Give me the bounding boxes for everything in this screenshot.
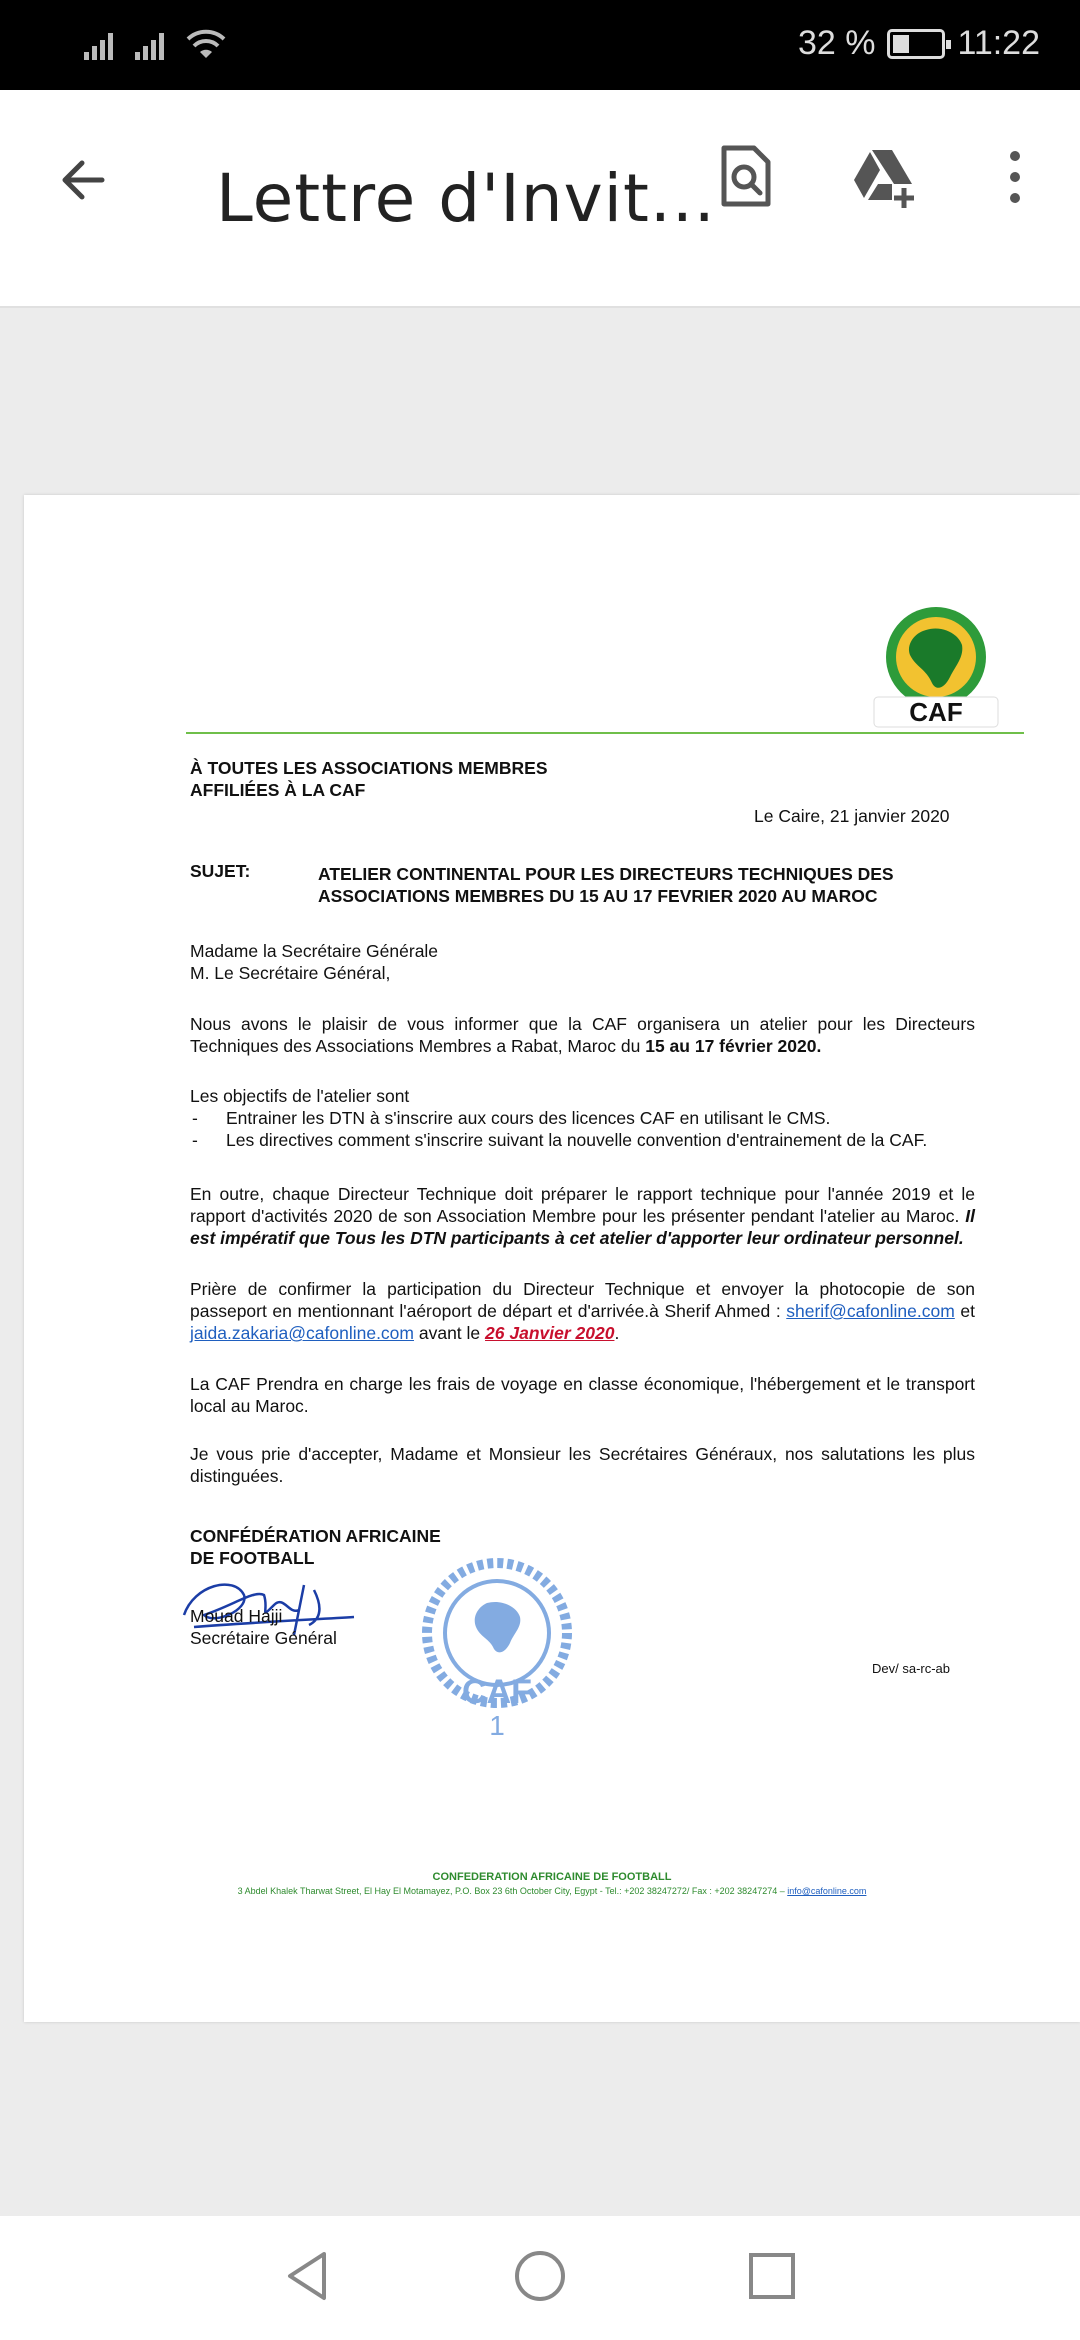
signal-strength-icon-2: [135, 28, 164, 60]
paragraph-intro-text: Nous avons le plaisir de vous informer que la CAF organisera un atelier pour les Directeurs Techniques des Associations Membres a Rabat, Maroc du: [190, 1014, 975, 1056]
paragraph-confirmation: [190, 1278, 975, 1344]
email-link-sherif[interactable]: sherif@cafonline.com: [786, 1301, 955, 1321]
battery-percent: 32 %: [797, 24, 876, 62]
deadline-date: 26 Janvier 2020: [485, 1323, 615, 1343]
caf-stamp: [402, 1553, 592, 1743]
navigation-bar: [0, 2216, 1080, 2340]
add-to-drive-icon[interactable]: [850, 142, 920, 212]
more-vert-icon[interactable]: [990, 142, 1040, 212]
app-bar: [0, 90, 1080, 308]
wifi-icon: [186, 28, 226, 60]
paragraph-expenses: La CAF Prendra en charge les frais de voyage en classe économique, l'hébergement et le transport local au Maroc.: [190, 1374, 975, 1416]
document-page[interactable]: [24, 495, 1080, 2022]
deadline-suffix: .: [614, 1323, 620, 1343]
laptop-requirement: Il est impératif que Tous les DTN participants à cet atelier d'apporter leur ordinateur personnel.: [190, 1206, 975, 1248]
list-item: [190, 1107, 830, 1129]
document-title: Lettre d'Invit...: [216, 160, 716, 237]
header-rule: [186, 732, 1024, 734]
workshop-dates: 15 au 17 février 2020.: [645, 1036, 822, 1056]
nav-back-icon[interactable]: [276, 2244, 340, 2308]
objectives-title: Les objectifs de l'atelier sont: [190, 1086, 410, 1106]
status-bar: [0, 0, 1080, 90]
list-item: [190, 1129, 927, 1151]
org-name-line2: DE FOOTBALL: [190, 1548, 315, 1568]
clock: 11:22: [957, 24, 1040, 62]
footer-address-text: 3 Abdel Khalek Tharwat Street, El Hay El Motamayez, P.O. Box 23 6th October City, Egypt - Tel.: +202 38247272/ Fax : +202 38247274 –: [237, 1886, 788, 1896]
conjunction-text: et: [954, 1301, 975, 1321]
footer-email-link[interactable]: info@cafonline.com: [787, 1886, 867, 1896]
bullet-text: Entrainer les DTN à s'inscrire aux cours des licences CAF en utilisant le CMS.: [226, 1108, 831, 1128]
paragraph-reports-text: En outre, chaque Directeur Technique doit préparer le rapport technique pour l'année 2019 et le rapport d'activités 2020 de son Association Membre pour les présenter pendant l'atelier au Maroc.: [190, 1184, 975, 1226]
bullet-dash: -: [192, 1108, 198, 1128]
footer-organization: CONFEDERATION AFRICAINE DE FOOTBALL: [432, 1871, 672, 1883]
subject-line1: ATELIER CONTINENTAL POUR LES DIRECTEURS TECHNIQUES DES: [318, 864, 894, 884]
stamp-text: CAF: [462, 1673, 532, 1711]
salutation-line1: Madame la Secrétaire Générale: [190, 941, 439, 961]
reference-code: Dev/ sa-rc-ab: [872, 1661, 951, 1676]
salutation-line2: M. Le Secrétaire Général,: [190, 963, 391, 983]
letter-date: Le Caire, 21 janvier 2020: [754, 806, 950, 826]
addressee-line1: À TOUTES LES ASSOCIATIONS MEMBRES: [190, 758, 548, 778]
caf-logo: [866, 605, 1006, 730]
paragraph-reports: [190, 1183, 975, 1249]
org-name-line1: CONFÉDÉRATION AFRICAINE: [190, 1526, 441, 1546]
back-arrow-icon[interactable]: [52, 148, 116, 212]
subject-label: SUJET:: [190, 861, 251, 881]
subject-line2: ASSOCIATIONS MEMBRES DU 15 AU 17 FEVRIER 2020 AU MAROC: [318, 886, 878, 906]
bullet-text: Les directives comment s'inscrire suivant la nouvelle convention d'entrainement de la CAF.: [226, 1130, 928, 1150]
find-in-document-icon[interactable]: [710, 142, 780, 212]
paragraph-confirmation-text: Prière de confirmer la participation du Directeur Technique et envoyer la photocopie de son passeport en mentionnant l'aéroport de départ et d'arrivée.à Sherif Ahmed :: [190, 1279, 975, 1321]
paragraph-closing: Je vous prie d'accepter, Madame et Monsieur les Secrétaires Généraux, nos salutations les plus distinguées.: [190, 1444, 975, 1486]
email-link-jaida[interactable]: jaida.zakaria@cafonline.com: [190, 1323, 414, 1343]
nav-recents-icon[interactable]: [740, 2244, 804, 2308]
logo-text: CAF: [909, 697, 963, 727]
deadline-prefix: avant le: [414, 1323, 486, 1343]
addressee-line2: AFFILIÉES À LA CAF: [190, 780, 366, 800]
paragraph-intro: [190, 1013, 975, 1057]
signatory-title: Secrétaire Général: [190, 1628, 337, 1648]
signal-strength-icon: [84, 28, 113, 60]
signatory-name: Mouad Hajji: [190, 1606, 283, 1626]
footer-address: [24, 1886, 1080, 1896]
bullet-dash: -: [192, 1130, 198, 1150]
nav-home-icon[interactable]: [508, 2244, 572, 2308]
battery-icon: [887, 29, 945, 59]
stamp-number: 1: [489, 1710, 505, 1741]
